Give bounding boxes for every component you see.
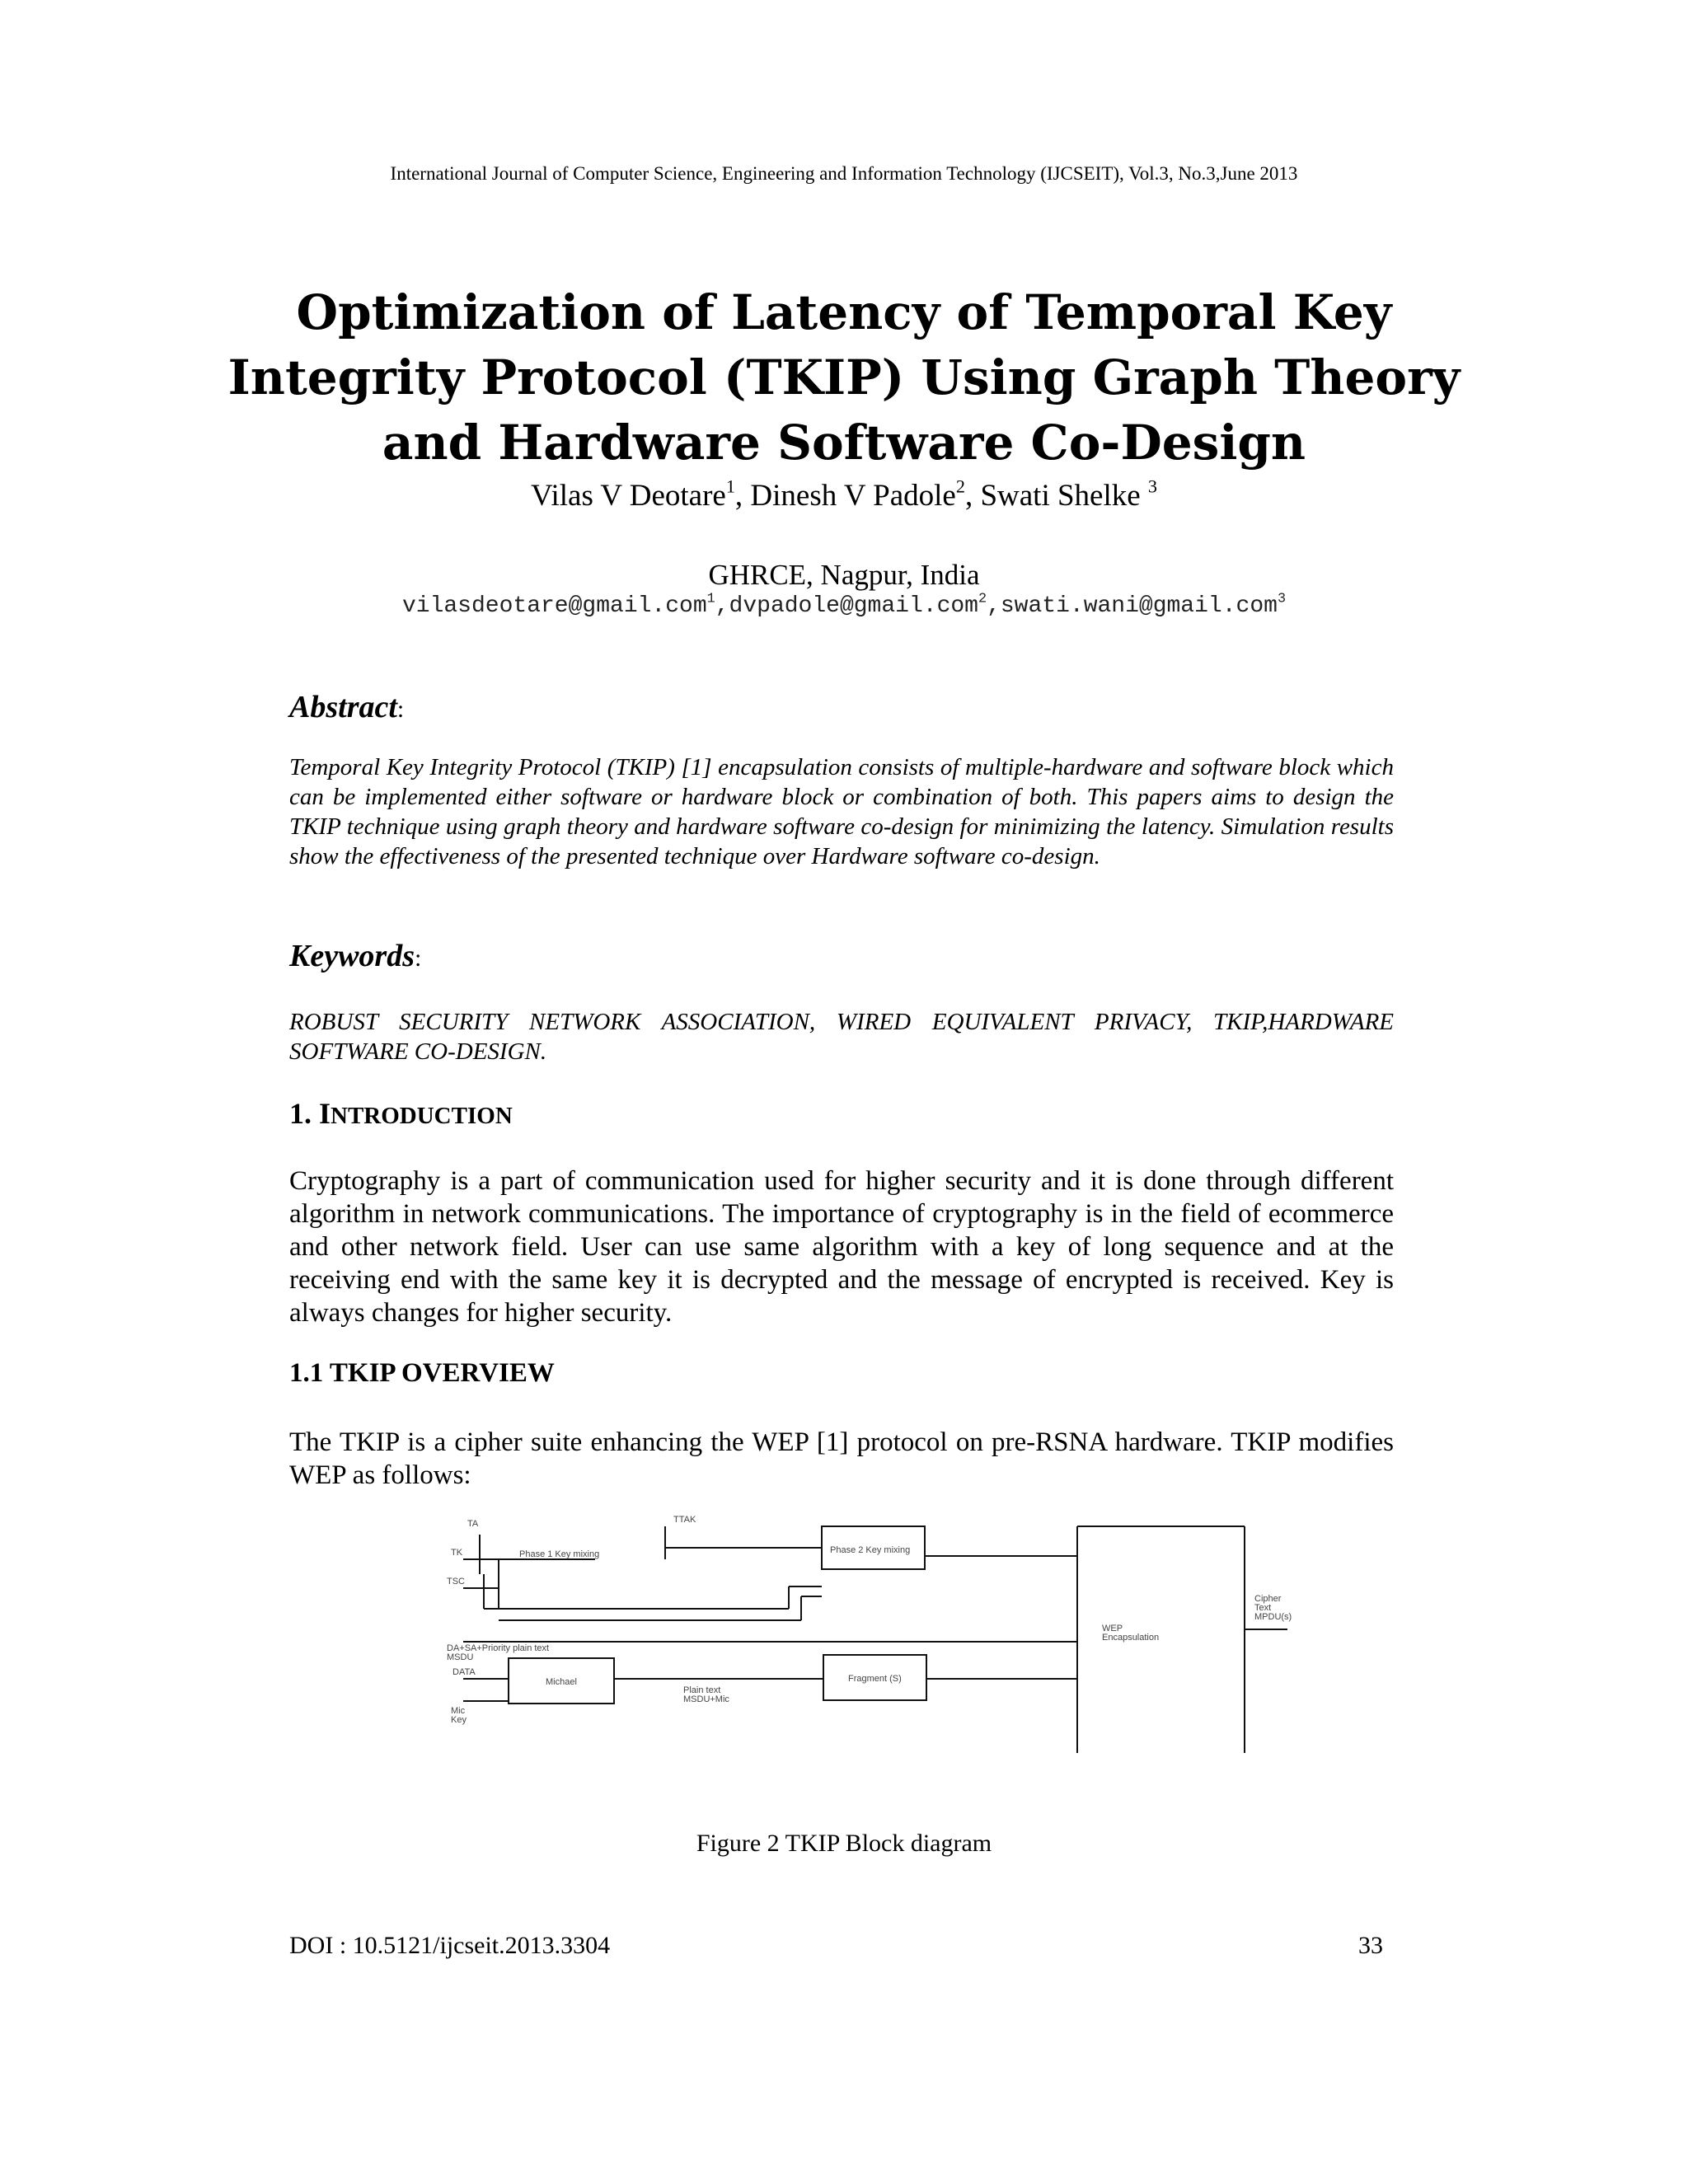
label-cipher-3: MPDU(s) — [1254, 1612, 1292, 1622]
running-head: International Journal of Computer Science, Engineering and Information Technology (IJCSEIT), Vol.3, No.3,June 2013 — [390, 163, 1298, 184]
title-line-2: Integrity Protocol (TKIP) Using Graph Theory — [227, 349, 1461, 405]
label-cipher-1: Cipher — [1254, 1594, 1282, 1604]
tkip-overview-paragraph: The TKIP is a cipher suite enhancing the WEP [1] protocol on pre-RSNA hardware. TKIP modifies WEP as follows: — [289, 1427, 1394, 1490]
label-mic-key-1: Mic — [451, 1706, 466, 1716]
paper-title — [206, 280, 1482, 476]
tkip-block-diagram-svg — [426, 1510, 1308, 1757]
section-heading-tkip-overview: 1.1 TKIP OVERVIEW — [289, 1358, 555, 1388]
label-wep-1: WEP — [1102, 1624, 1123, 1633]
label-ta: TA — [467, 1519, 479, 1529]
email-list: vilasdeotare@gmail.com$^1$,dvpadole@gmail.com$^2$,swati.wani@gmail.com$^3$ — [401, 591, 1287, 619]
title-line-1: Optimization of Latency of Temporal Key — [296, 284, 1392, 340]
label-da-sa-2: MSDU — [447, 1652, 474, 1662]
label-da-sa-1: DA+SA+Priority plain text — [447, 1643, 550, 1653]
author-name: Dinesh V Padole — [750, 479, 956, 513]
heading-colon: : — [415, 944, 422, 972]
label-phase1: Phase 1 Key mixing — [519, 1549, 600, 1559]
label-tk: TK — [451, 1548, 463, 1558]
title-line-3: and Hardware Software Co-Design — [382, 415, 1306, 471]
author-affil-mark: 2 — [955, 476, 965, 497]
keywords-heading: Keywords: — [289, 939, 422, 973]
label-plain-1: Plain text — [683, 1685, 721, 1695]
abstract-text: Temporal Key Integrity Protocol (TKIP) [1] encapsulation consists of multiple-hardware and software block which can be implemented either software or hardware block or combination of both. This papers aims to design the TKIP technique using graph theory and hardware software co-design for minimizing the latency. Simulation results show the effectiveness of the presented technique over Hardware software co-design. — [289, 754, 1394, 869]
heading-colon: : — [396, 696, 405, 723]
author-name: Vilas V Deotare — [530, 479, 726, 513]
author-affil-mark: 1 — [725, 476, 735, 497]
keywords-text: ROBUST SECURITY NETWORK ASSOCIATION, WIRED EQUIVALENT PRIVACY, TKIP,HARDWARE SOFTWARE CO-DESIGN. — [289, 1009, 1394, 1065]
email-address[interactable]: swati.wani@gmail.com — [1000, 593, 1278, 619]
doi-footer[interactable]: DOI : 10.5121/ijcseit.2013.3304 — [289, 1932, 611, 1959]
author-list: Vilas V Deotare$^1$, Dinesh V Padole$^2$, Swati Shelke $^3$ — [530, 476, 1158, 513]
label-mic-key-2: Key — [451, 1715, 467, 1725]
label-michael: Michael — [546, 1677, 577, 1687]
email-mark: 2 — [978, 591, 987, 607]
label-phase2: Phase 2 Key mixing — [830, 1545, 911, 1555]
email-address[interactable]: dvpadole@gmail.com — [729, 593, 978, 619]
affiliation: GHRCE, Nagpur, India — [708, 559, 980, 591]
label-plain-2: MSDU+Mic — [683, 1694, 729, 1704]
label-wep-2: Encapsulation — [1102, 1633, 1160, 1643]
abstract-heading: Abstract: — [289, 690, 405, 724]
label-fragment: Fragment (S) — [848, 1674, 902, 1684]
section-heading-introduction: 1. INTRODUCTION — [289, 1097, 513, 1130]
introduction-paragraph: Cryptography is a part of communication used for higher security and it is done through different algorithm in network communications. The importance of cryptography is in the field of ecommerce and other network field. User can use same algorithm with a key of long sequence and at the receiving end with the same key it is decrypted and the message of encrypted is received. Key is always changes for higher security. — [289, 1166, 1394, 1328]
email-mark: 1 — [706, 591, 715, 607]
label-tsc: TSC — [447, 1577, 465, 1586]
figure-caption: Figure 2 TKIP Block diagram — [696, 1830, 992, 1857]
author-affil-mark: 3 — [1147, 476, 1158, 497]
label-data: DATA — [452, 1667, 476, 1677]
email-mark: 3 — [1277, 591, 1287, 607]
tkip-block-diagram — [426, 1510, 1308, 1757]
author-name: Swati Shelke — [980, 479, 1141, 513]
label-ttak: TTAK — [673, 1515, 696, 1525]
label-cipher-2: Text — [1254, 1603, 1272, 1613]
page-number: 33 — [1358, 1932, 1383, 1959]
email-address[interactable]: vilasdeotare@gmail.com — [401, 593, 707, 619]
